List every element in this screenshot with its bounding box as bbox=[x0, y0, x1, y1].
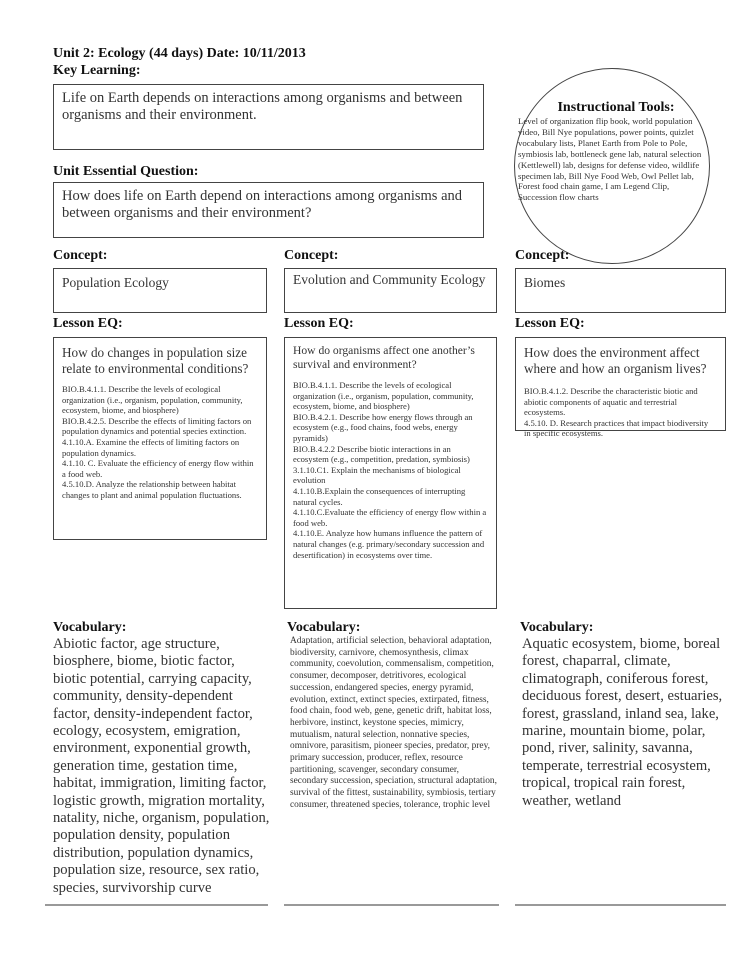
standard-item: 4.5.10. D. Research practices that impact biodiversity in specific ecosystems. bbox=[524, 417, 709, 439]
lesson-eq-box-3 bbox=[515, 337, 726, 439]
standards-list-3 bbox=[524, 386, 717, 439]
standard-item: BIO.B.4.2.2 Describe biotic interactions in an ecosystem (e.g., competition, predation, symbiosis) bbox=[293, 443, 470, 465]
lesson-eq-label-3: Lesson EQ: bbox=[515, 316, 585, 331]
vocabulary-underline-2 bbox=[284, 904, 499, 906]
concept-box-2 bbox=[284, 268, 497, 313]
concept-label-1: Concept: bbox=[53, 248, 108, 263]
vocabulary-text-2: Adaptation, artificial selection, behavioral adaptation, biodiversity, carnivore, chemosynthesis, climax community, coevolution, commensalism, competition, consumer, decomposer, detritivores, ecological succession, endangered species, energy pyramid, evolution, extinct, extinct species, extirpated, fitness, food chain, food web, gene, genetic drift, habitat loss, herbivore, instinct, keystone species, mimicry, mutualism, natural selection, nonnative species, omnivore, parasitism, pioneer species, predator, prey, primary succession, producer, reflex, resource partitioning, scavenger, secondary consumer, secondary succession, speciation, structural adaptation, survival of the fittest, sustainability, symbiosis, tertiary consumer, threatened species, tolerance, trophic level bbox=[290, 636, 497, 810]
vocabulary-label-3: Vocabulary: bbox=[520, 620, 594, 635]
lesson-eq-label-2: Lesson EQ: bbox=[284, 316, 354, 331]
vocabulary-label-1: Vocabulary: bbox=[53, 620, 127, 635]
concept-box-1 bbox=[53, 268, 267, 313]
key-learning-label: Key Learning: bbox=[53, 63, 141, 78]
key-learning-box bbox=[53, 84, 484, 150]
lesson-eq-text-2: How do organisms affect one another’s survival and environment? bbox=[293, 344, 475, 371]
concept-text-1: Population Ecology bbox=[62, 275, 169, 290]
standard-item: BIO.B.4.1.1. Describe the levels of ecological organization (i.e., organism, population, community, ecosystem, biome, and biosphere) bbox=[293, 380, 474, 412]
lesson-eq-box-1 bbox=[53, 337, 267, 540]
concept-text-2: Evolution and Community Ecology bbox=[293, 272, 486, 287]
lesson-eq-label-1: Lesson EQ: bbox=[53, 316, 123, 331]
standard-item: 4.5.10.D. Analyze the relationship between habitat changes to plant and animal population fluctuations. bbox=[62, 479, 242, 500]
standard-item: 4.1.10. C. Evaluate the efficiency of energy flow within a food web. bbox=[62, 458, 254, 479]
lesson-eq-text-3: How does the environment affect where and how an organism lives? bbox=[524, 345, 707, 376]
standard-item: BIO.B.4.2.1. Describe how energy flows through an ecosystem (e.g., food chains, food webs, energy pyramids) bbox=[293, 411, 473, 443]
instructional-tools-text: Level of organization flip book, world population video, Bill Nye populations, power points, quizlet vocabulary lists, Planet Earth from Pole to Pole, symbiosis lab, bottleneck gene lab, natural selection (Kettlewell) lab, designs for defense video, wildlife specimen lab, Bill Nye Food Web, Owl Pellet lab, Forest food chain game, I am Legend Clip, Succession flow charts bbox=[518, 116, 702, 203]
standard-item: 4.1.10.B.Explain the consequences of interrupting natural cycles. bbox=[293, 485, 466, 507]
standard-item: 4.1.10.A. Examine the effects of limiting factors on population dynamics. bbox=[62, 436, 240, 458]
standards-list-2 bbox=[293, 380, 488, 560]
lesson-eq-text-1: How do changes in population size relate to environmental conditions? bbox=[62, 345, 249, 376]
standard-item: BIO.B.4.1.2. Describe the characteristic biotic and abiotic components of aquatic and terrestrial ecosystems. bbox=[524, 386, 698, 418]
key-learning-text: Life on Earth depends on interactions among organisms and between organisms and their environment. bbox=[62, 90, 463, 123]
standard-item: 4.1.10.E. Analyze how humans influence the pattern of natural changes (e.g. primary/secondary succession and desertification) in ecosystems over time. bbox=[293, 528, 485, 560]
concept-label-2: Concept: bbox=[284, 248, 339, 263]
standard-item: BIO.B.4.1.1. Describe the levels of ecological organization (i.e., organism, population, community, ecosystem, biome, and biosphere) bbox=[62, 384, 243, 416]
standard-item: 4.1.10.C.Evaluate the efficiency of energy flow within a food web. bbox=[293, 507, 487, 528]
concept-box-3 bbox=[515, 268, 726, 313]
vocabulary-underline-3 bbox=[515, 904, 726, 906]
vocabulary-underline-1 bbox=[45, 904, 268, 906]
standard-item: 3.1.10.C1. Explain the mechanisms of biological evolution bbox=[293, 464, 461, 486]
lesson-eq-box-2 bbox=[284, 337, 497, 609]
concept-label-3: Concept: bbox=[515, 248, 570, 263]
vocabulary-text-3: Aquatic ecosystem, biome, boreal forest, chaparral, climate, climatograph, coniferous forest, deciduous forest, desert, estuaries, forest, grassland, inland sea, lake, marine, mountain biome, polar, pond, river, salinity, savanna, temperate, terrestrial ecosystem, tropical, tropical rain forest, weather, wetland bbox=[522, 636, 723, 809]
essential-question-text: How does life on Earth depend on interactions among organisms and between organisms and their environment? bbox=[62, 188, 463, 221]
vocabulary-text-1: Abiotic factor, age structure, biosphere, biome, biotic factor, biotic potential, carrying capacity, community, density-dependent factor, density-independent factor, ecology, ecosystem, emigration, environment, exponential growth, generation time, gestation time, habitat, immigration, limiting factor, logistic growth, migration mortality, natality, niche, organism, population, population density, population distribution, population dynamics, population size, resource, sex ratio, species, survivorship curve bbox=[53, 636, 270, 896]
vocabulary-label-2: Vocabulary: bbox=[287, 620, 361, 635]
concept-text-3: Biomes bbox=[524, 275, 566, 290]
instructional-tools-title: Instructional Tools: bbox=[557, 100, 675, 115]
standard-item: BIO.B.4.2.5. Describe the effects of limiting factors on population dynamics and potential species extinction. bbox=[62, 415, 252, 437]
essential-question-box bbox=[53, 182, 484, 238]
essential-question-label: Unit Essential Question: bbox=[53, 164, 199, 179]
standards-list-1 bbox=[62, 384, 258, 501]
unit-title: Unit 2: Ecology (44 days) Date: 10/11/2013 bbox=[53, 46, 306, 61]
